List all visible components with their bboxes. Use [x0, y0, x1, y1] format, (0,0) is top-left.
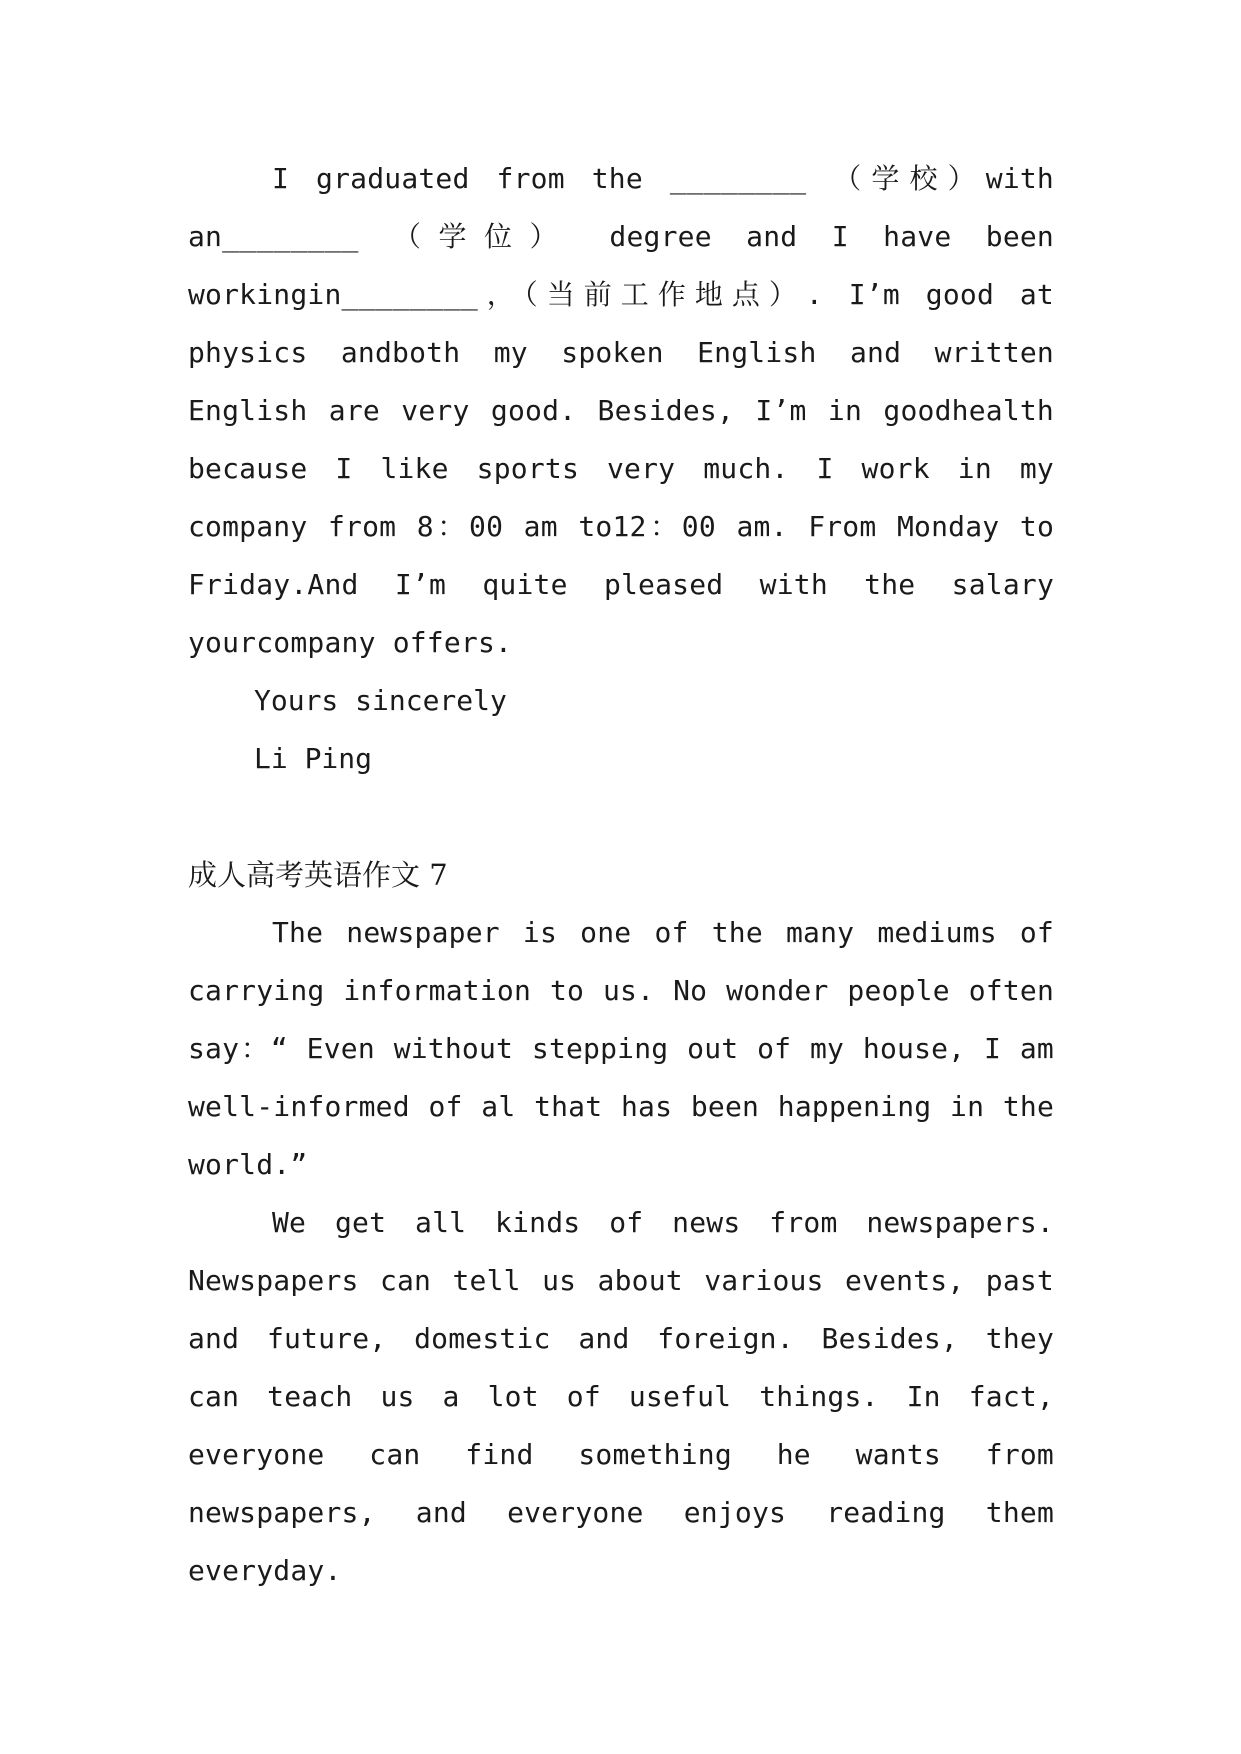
letter-paragraph: I graduated from the ________ （学校）with an________ （学位） degree and I have been workingin________，（当前工作地点）. I’m good at physics andboth my spoken English and written English are very good. Besides, I’m in goodhealth because I like sports very much. I work in my company from 8：00 am to12：00 am. From Monday to Friday.And I’m quite pleased with the salary yourcompany offers. — [188, 162, 1054, 659]
essay-paragraph-2: We get all kinds of news from newspapers. Newspapers can tell us about various events, past and future, domestic and foreign. Besides, they can teach us a lot of useful things. In fact, everyone can find something he wants from newspapers, and everyone enjoys reading them everyday. — [188, 1206, 1054, 1587]
letter-signature: Li Ping — [254, 742, 373, 775]
essay-heading: 成人高考英语作文 7 — [188, 858, 448, 892]
essay-paragraph-1: The newspaper is one of the many mediums of carrying information to us. No wonder people often say：“ Even without stepping out of my house, I am well-informed of al that has been happening in the world.” — [188, 916, 1054, 1181]
letter-closing: Yours sincerely — [254, 684, 507, 717]
document-page — [188, 150, 1054, 1600]
